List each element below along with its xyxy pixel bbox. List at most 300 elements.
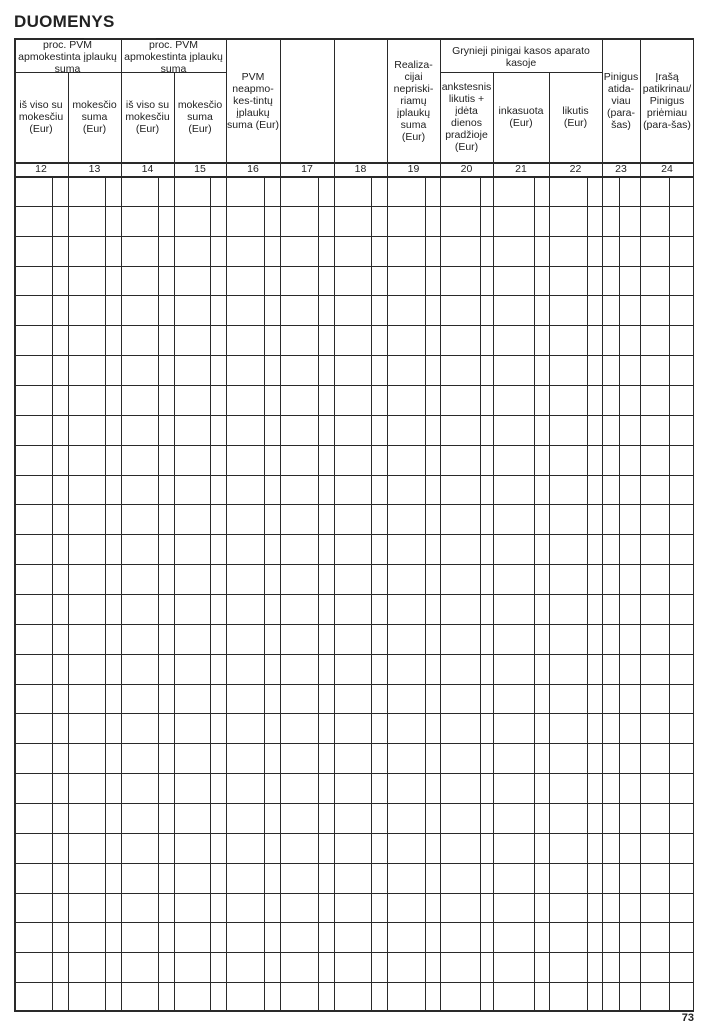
table-cell[interactable] [602, 236, 640, 266]
table-cell[interactable] [549, 266, 602, 296]
table-cell[interactable] [68, 803, 121, 833]
table-cell[interactable] [174, 893, 226, 923]
table-cell[interactable] [14, 236, 68, 266]
table-cell[interactable] [493, 773, 549, 803]
table-cell[interactable] [121, 863, 174, 893]
table-cell[interactable] [440, 922, 493, 952]
table-cell[interactable] [174, 803, 226, 833]
table-cell[interactable] [226, 982, 280, 1012]
table-cell[interactable] [640, 564, 694, 594]
table-cell[interactable] [387, 445, 440, 475]
table-cell[interactable] [602, 952, 640, 982]
table-cell[interactable] [440, 863, 493, 893]
table-cell[interactable] [68, 534, 121, 564]
table-cell[interactable] [602, 713, 640, 743]
table-cell[interactable] [334, 743, 387, 773]
table-cell[interactable] [68, 743, 121, 773]
table-cell[interactable] [549, 624, 602, 654]
table-cell[interactable] [493, 803, 549, 833]
table-cell[interactable] [121, 684, 174, 714]
table-cell[interactable] [334, 803, 387, 833]
table-cell[interactable] [334, 982, 387, 1012]
table-cell[interactable] [440, 594, 493, 624]
table-cell[interactable] [68, 564, 121, 594]
table-cell[interactable] [280, 445, 334, 475]
table-cell[interactable] [226, 534, 280, 564]
table-cell[interactable] [226, 266, 280, 296]
table-cell[interactable] [493, 564, 549, 594]
table-cell[interactable] [387, 982, 440, 1012]
table-cell[interactable] [174, 952, 226, 982]
table-cell[interactable] [440, 743, 493, 773]
table-cell[interactable] [387, 833, 440, 863]
table-cell[interactable] [280, 176, 334, 206]
table-cell[interactable] [387, 713, 440, 743]
table-cell[interactable] [174, 176, 226, 206]
table-cell[interactable] [14, 773, 68, 803]
table-cell[interactable] [14, 684, 68, 714]
table-cell[interactable] [493, 654, 549, 684]
table-cell[interactable] [174, 982, 226, 1012]
table-cell[interactable] [280, 355, 334, 385]
table-cell[interactable] [226, 504, 280, 534]
table-cell[interactable] [226, 445, 280, 475]
table-cell[interactable] [121, 295, 174, 325]
table-cell[interactable] [387, 385, 440, 415]
table-cell[interactable] [602, 385, 640, 415]
table-cell[interactable] [174, 833, 226, 863]
table-cell[interactable] [121, 594, 174, 624]
table-cell[interactable] [68, 952, 121, 982]
table-cell[interactable] [387, 325, 440, 355]
table-cell[interactable] [226, 773, 280, 803]
table-cell[interactable] [14, 475, 68, 505]
table-cell[interactable] [493, 952, 549, 982]
table-cell[interactable] [387, 624, 440, 654]
table-cell[interactable] [602, 922, 640, 952]
table-cell[interactable] [14, 893, 68, 923]
table-cell[interactable] [68, 415, 121, 445]
table-cell[interactable] [440, 355, 493, 385]
table-cell[interactable] [68, 654, 121, 684]
table-cell[interactable] [68, 922, 121, 952]
table-cell[interactable] [226, 475, 280, 505]
table-cell[interactable] [640, 624, 694, 654]
table-cell[interactable] [493, 684, 549, 714]
table-cell[interactable] [440, 206, 493, 236]
table-cell[interactable] [602, 773, 640, 803]
table-cell[interactable] [280, 415, 334, 445]
table-cell[interactable] [14, 863, 68, 893]
table-cell[interactable] [68, 713, 121, 743]
table-cell[interactable] [68, 176, 121, 206]
table-cell[interactable] [387, 475, 440, 505]
table-cell[interactable] [440, 475, 493, 505]
table-cell[interactable] [493, 863, 549, 893]
table-cell[interactable] [121, 833, 174, 863]
table-cell[interactable] [334, 863, 387, 893]
table-cell[interactable] [121, 654, 174, 684]
table-cell[interactable] [121, 534, 174, 564]
table-cell[interactable] [14, 385, 68, 415]
table-cell[interactable] [440, 325, 493, 355]
table-cell[interactable] [440, 266, 493, 296]
table-cell[interactable] [280, 236, 334, 266]
table-cell[interactable] [493, 594, 549, 624]
table-cell[interactable] [387, 803, 440, 833]
table-cell[interactable] [14, 713, 68, 743]
table-cell[interactable] [226, 624, 280, 654]
table-cell[interactable] [387, 922, 440, 952]
table-cell[interactable] [640, 534, 694, 564]
table-cell[interactable] [602, 684, 640, 714]
table-cell[interactable] [14, 922, 68, 952]
table-cell[interactable] [334, 594, 387, 624]
table-cell[interactable] [121, 415, 174, 445]
table-cell[interactable] [174, 504, 226, 534]
table-cell[interactable] [226, 564, 280, 594]
table-cell[interactable] [640, 325, 694, 355]
table-cell[interactable] [549, 773, 602, 803]
table-cell[interactable] [493, 266, 549, 296]
table-cell[interactable] [280, 325, 334, 355]
table-cell[interactable] [280, 922, 334, 952]
table-cell[interactable] [280, 654, 334, 684]
table-cell[interactable] [640, 893, 694, 923]
table-cell[interactable] [549, 415, 602, 445]
table-cell[interactable] [280, 833, 334, 863]
table-cell[interactable] [640, 415, 694, 445]
table-cell[interactable] [549, 594, 602, 624]
table-cell[interactable] [549, 504, 602, 534]
table-cell[interactable] [640, 385, 694, 415]
table-cell[interactable] [280, 295, 334, 325]
table-cell[interactable] [440, 385, 493, 415]
table-cell[interactable] [549, 325, 602, 355]
table-cell[interactable] [280, 713, 334, 743]
table-cell[interactable] [440, 295, 493, 325]
table-cell[interactable] [68, 863, 121, 893]
table-cell[interactable] [334, 773, 387, 803]
table-cell[interactable] [334, 833, 387, 863]
table-cell[interactable] [602, 206, 640, 236]
table-cell[interactable] [121, 355, 174, 385]
table-cell[interactable] [493, 982, 549, 1012]
table-cell[interactable] [68, 295, 121, 325]
table-cell[interactable] [549, 952, 602, 982]
table-cell[interactable] [334, 684, 387, 714]
table-cell[interactable] [440, 803, 493, 833]
table-cell[interactable] [640, 475, 694, 505]
table-cell[interactable] [440, 564, 493, 594]
table-cell[interactable] [226, 355, 280, 385]
table-cell[interactable] [121, 325, 174, 355]
table-cell[interactable] [280, 624, 334, 654]
table-cell[interactable] [602, 325, 640, 355]
table-cell[interactable] [640, 206, 694, 236]
table-cell[interactable] [121, 893, 174, 923]
table-cell[interactable] [602, 833, 640, 863]
table-cell[interactable] [334, 564, 387, 594]
table-cell[interactable] [640, 952, 694, 982]
table-cell[interactable] [602, 475, 640, 505]
table-cell[interactable] [174, 206, 226, 236]
table-cell[interactable] [68, 355, 121, 385]
table-cell[interactable] [280, 893, 334, 923]
table-cell[interactable] [640, 654, 694, 684]
table-cell[interactable] [280, 534, 334, 564]
table-cell[interactable] [14, 952, 68, 982]
table-cell[interactable] [640, 863, 694, 893]
table-cell[interactable] [280, 982, 334, 1012]
table-cell[interactable] [14, 564, 68, 594]
table-cell[interactable] [549, 385, 602, 415]
table-cell[interactable] [602, 893, 640, 923]
table-cell[interactable] [280, 863, 334, 893]
table-cell[interactable] [68, 325, 121, 355]
table-cell[interactable] [280, 475, 334, 505]
table-cell[interactable] [549, 982, 602, 1012]
table-cell[interactable] [440, 176, 493, 206]
table-cell[interactable] [14, 355, 68, 385]
table-cell[interactable] [280, 743, 334, 773]
table-cell[interactable] [280, 206, 334, 236]
table-cell[interactable] [121, 445, 174, 475]
table-cell[interactable] [280, 773, 334, 803]
table-cell[interactable] [387, 176, 440, 206]
table-cell[interactable] [334, 236, 387, 266]
table-cell[interactable] [280, 564, 334, 594]
table-cell[interactable] [226, 952, 280, 982]
table-cell[interactable] [549, 236, 602, 266]
table-cell[interactable] [440, 624, 493, 654]
table-cell[interactable] [387, 295, 440, 325]
table-cell[interactable] [174, 684, 226, 714]
table-cell[interactable] [334, 654, 387, 684]
table-cell[interactable] [14, 594, 68, 624]
table-cell[interactable] [602, 266, 640, 296]
table-cell[interactable] [440, 893, 493, 923]
table-cell[interactable] [493, 713, 549, 743]
table-cell[interactable] [493, 893, 549, 923]
table-cell[interactable] [493, 176, 549, 206]
table-cell[interactable] [334, 385, 387, 415]
table-cell[interactable] [226, 654, 280, 684]
table-cell[interactable] [602, 504, 640, 534]
table-cell[interactable] [640, 803, 694, 833]
table-cell[interactable] [493, 355, 549, 385]
table-cell[interactable] [387, 534, 440, 564]
table-cell[interactable] [68, 982, 121, 1012]
table-cell[interactable] [493, 295, 549, 325]
table-cell[interactable] [14, 176, 68, 206]
table-cell[interactable] [440, 415, 493, 445]
table-cell[interactable] [121, 803, 174, 833]
table-cell[interactable] [602, 654, 640, 684]
table-cell[interactable] [121, 624, 174, 654]
table-cell[interactable] [640, 355, 694, 385]
table-cell[interactable] [387, 564, 440, 594]
table-cell[interactable] [549, 893, 602, 923]
table-cell[interactable] [387, 236, 440, 266]
table-cell[interactable] [640, 594, 694, 624]
table-cell[interactable] [440, 982, 493, 1012]
table-cell[interactable] [640, 713, 694, 743]
table-cell[interactable] [334, 206, 387, 236]
table-cell[interactable] [280, 803, 334, 833]
table-cell[interactable] [68, 475, 121, 505]
table-cell[interactable] [602, 863, 640, 893]
table-cell[interactable] [68, 684, 121, 714]
table-cell[interactable] [334, 475, 387, 505]
table-cell[interactable] [174, 564, 226, 594]
table-cell[interactable] [549, 863, 602, 893]
table-cell[interactable] [334, 325, 387, 355]
table-cell[interactable] [440, 833, 493, 863]
table-cell[interactable] [174, 863, 226, 893]
table-cell[interactable] [640, 773, 694, 803]
table-cell[interactable] [493, 922, 549, 952]
table-cell[interactable] [387, 863, 440, 893]
table-cell[interactable] [226, 206, 280, 236]
table-cell[interactable] [174, 654, 226, 684]
table-cell[interactable] [174, 385, 226, 415]
table-cell[interactable] [334, 176, 387, 206]
table-cell[interactable] [68, 594, 121, 624]
table-cell[interactable] [549, 176, 602, 206]
table-cell[interactable] [334, 922, 387, 952]
table-cell[interactable] [334, 415, 387, 445]
table-cell[interactable] [493, 206, 549, 236]
table-cell[interactable] [640, 295, 694, 325]
table-cell[interactable] [14, 743, 68, 773]
table-cell[interactable] [440, 445, 493, 475]
table-cell[interactable] [602, 594, 640, 624]
table-cell[interactable] [174, 534, 226, 564]
table-cell[interactable] [334, 445, 387, 475]
table-cell[interactable] [549, 654, 602, 684]
table-cell[interactable] [226, 743, 280, 773]
table-cell[interactable] [549, 355, 602, 385]
table-cell[interactable] [387, 266, 440, 296]
table-cell[interactable] [68, 266, 121, 296]
table-cell[interactable] [493, 534, 549, 564]
table-cell[interactable] [174, 415, 226, 445]
table-cell[interactable] [14, 534, 68, 564]
table-cell[interactable] [387, 893, 440, 923]
table-cell[interactable] [387, 684, 440, 714]
table-cell[interactable] [226, 922, 280, 952]
table-cell[interactable] [640, 743, 694, 773]
table-cell[interactable] [602, 803, 640, 833]
table-cell[interactable] [334, 266, 387, 296]
table-cell[interactable] [640, 833, 694, 863]
table-cell[interactable] [68, 385, 121, 415]
table-cell[interactable] [174, 773, 226, 803]
table-cell[interactable] [440, 713, 493, 743]
table-cell[interactable] [640, 445, 694, 475]
table-cell[interactable] [334, 295, 387, 325]
table-cell[interactable] [387, 952, 440, 982]
table-cell[interactable] [440, 654, 493, 684]
table-cell[interactable] [14, 624, 68, 654]
table-cell[interactable] [121, 206, 174, 236]
table-cell[interactable] [602, 564, 640, 594]
table-cell[interactable] [549, 743, 602, 773]
table-cell[interactable] [493, 236, 549, 266]
table-cell[interactable] [14, 325, 68, 355]
table-cell[interactable] [602, 295, 640, 325]
table-cell[interactable] [334, 534, 387, 564]
table-cell[interactable] [387, 773, 440, 803]
table-cell[interactable] [334, 952, 387, 982]
table-cell[interactable] [226, 713, 280, 743]
table-cell[interactable] [640, 236, 694, 266]
table-cell[interactable] [493, 504, 549, 534]
table-cell[interactable] [226, 684, 280, 714]
table-cell[interactable] [493, 415, 549, 445]
table-cell[interactable] [549, 684, 602, 714]
table-cell[interactable] [549, 206, 602, 236]
table-cell[interactable] [440, 504, 493, 534]
table-cell[interactable] [440, 236, 493, 266]
table-cell[interactable] [493, 833, 549, 863]
table-cell[interactable] [14, 833, 68, 863]
table-cell[interactable] [280, 594, 334, 624]
table-cell[interactable] [334, 504, 387, 534]
table-cell[interactable] [549, 475, 602, 505]
table-cell[interactable] [387, 654, 440, 684]
table-cell[interactable] [14, 803, 68, 833]
table-cell[interactable] [14, 654, 68, 684]
table-cell[interactable] [334, 713, 387, 743]
table-cell[interactable] [121, 982, 174, 1012]
table-cell[interactable] [174, 295, 226, 325]
table-cell[interactable] [549, 922, 602, 952]
table-cell[interactable] [549, 803, 602, 833]
table-cell[interactable] [226, 295, 280, 325]
table-cell[interactable] [280, 952, 334, 982]
table-cell[interactable] [440, 684, 493, 714]
table-cell[interactable] [14, 982, 68, 1012]
table-cell[interactable] [226, 803, 280, 833]
table-cell[interactable] [14, 266, 68, 296]
table-cell[interactable] [387, 415, 440, 445]
table-cell[interactable] [121, 266, 174, 296]
table-cell[interactable] [174, 922, 226, 952]
table-cell[interactable] [602, 982, 640, 1012]
table-cell[interactable] [121, 564, 174, 594]
table-cell[interactable] [14, 415, 68, 445]
table-cell[interactable] [640, 266, 694, 296]
table-cell[interactable] [280, 266, 334, 296]
table-cell[interactable] [174, 236, 226, 266]
table-cell[interactable] [14, 445, 68, 475]
table-cell[interactable] [387, 743, 440, 773]
table-cell[interactable] [549, 713, 602, 743]
table-cell[interactable] [334, 624, 387, 654]
table-cell[interactable] [640, 922, 694, 952]
table-cell[interactable] [387, 206, 440, 236]
table-cell[interactable] [226, 236, 280, 266]
table-cell[interactable] [226, 833, 280, 863]
table-cell[interactable] [68, 773, 121, 803]
table-cell[interactable] [226, 325, 280, 355]
table-cell[interactable] [226, 176, 280, 206]
table-cell[interactable] [493, 743, 549, 773]
table-cell[interactable] [549, 534, 602, 564]
table-cell[interactable] [602, 415, 640, 445]
